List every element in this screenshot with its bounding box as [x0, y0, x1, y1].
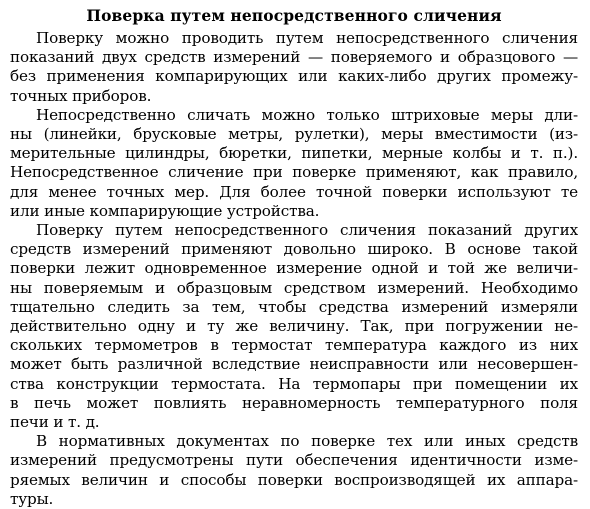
text-line: показаний двух средств измерений — поверяемого и образцового —: [10, 48, 578, 67]
paragraph-3: [10, 221, 578, 432]
paragraph-2: [10, 106, 578, 221]
text-line: ны (линейки, брусковые метры, рулетки), меры вместимости (из-: [10, 125, 578, 144]
text-line: измерений предусмотрены пути обеспечения идентичности изме-: [10, 451, 578, 470]
text-line: мерительные цилиндры, бюретки, пипетки, мерные колбы и т. п.).: [10, 144, 578, 163]
text-line: печи и т. д.: [10, 413, 100, 432]
text-line: без применения компарирующих или каких-либо других промежу-: [10, 67, 578, 86]
text-line: Непосредственно сличать можно только штриховые меры дли-: [36, 105, 578, 124]
text-line: точных приборов.: [10, 86, 152, 105]
text-line: Непосредственное сличение при поверке применяют, как правило,: [10, 163, 578, 182]
text-line: поверки лежит одновременное измерение одной и той же величи-: [10, 259, 578, 278]
text-line: ны поверяемым и образцовым средством измерений. Необходимо: [10, 278, 578, 297]
section-title: Поверка путем непосредственного сличения: [86, 6, 502, 25]
paragraph-4: [10, 432, 578, 509]
text-line: В нормативных документах по поверке тех или иных средств: [36, 432, 578, 451]
text-line: действительно одну и ту же величину. Так, при погружении не-: [10, 317, 578, 336]
text-line: ства конструкции термостата. На термопары при помещении их: [10, 374, 578, 393]
text-line: скольких термометров в термостат температура каждого из них: [10, 336, 578, 355]
text-line: средств измерений применяют довольно широко. В основе такой: [10, 240, 578, 259]
text-line: ряемых величин и способы поверки воспроизводящей их аппара-: [10, 470, 578, 489]
text-line: в печь может повлиять неравномерность температурного поля: [10, 393, 578, 412]
text-line: или иные компарирующие устройства.: [10, 201, 320, 220]
text-line: тщательно следить за тем, чтобы средства измерений измеряли: [10, 297, 578, 316]
text-line: Поверку путем непосредственного сличения показаний других: [36, 221, 578, 240]
text-line: туры.: [10, 489, 54, 508]
text-line: для менее точных мер. Для более точной поверки используют те: [10, 182, 578, 201]
text-line: Поверку можно проводить путем непосредственного сличения: [36, 29, 578, 47]
text-line: может быть различной вследствие неисправности или несовершен-: [10, 355, 578, 374]
paragraph-1: [10, 29, 578, 106]
